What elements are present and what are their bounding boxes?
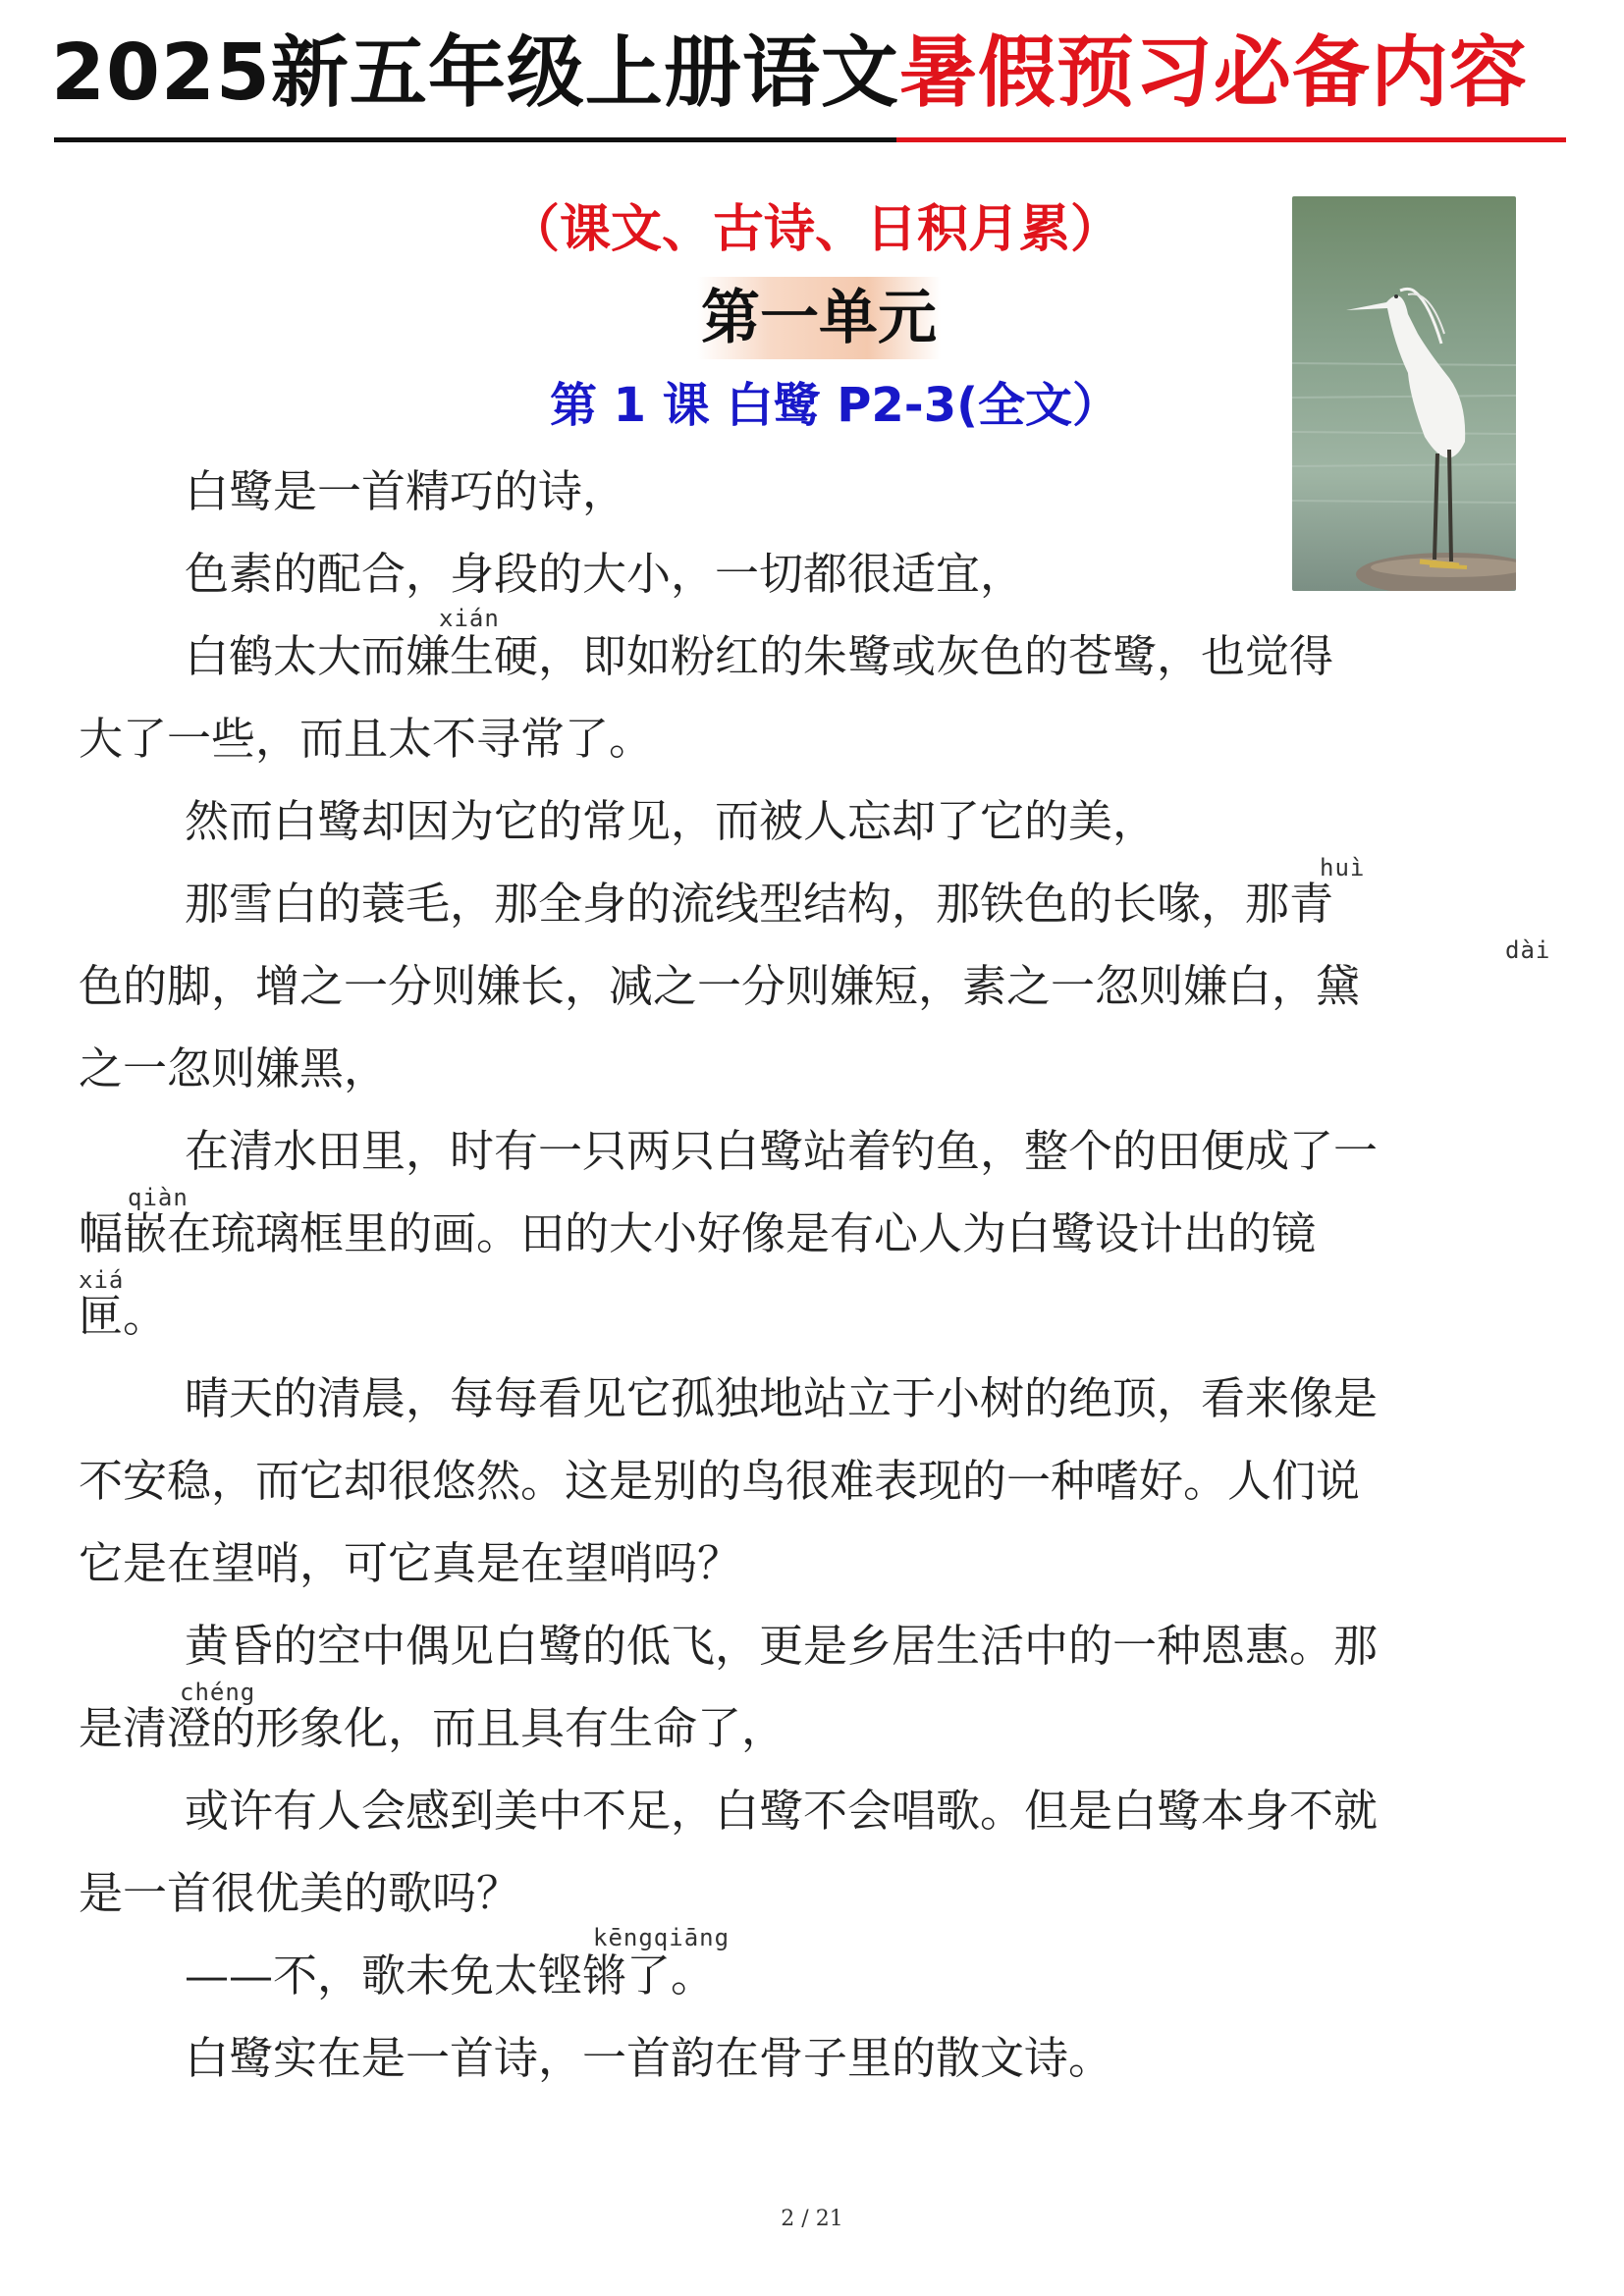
title-red-part: 暑假预习必备内容: [898, 27, 1528, 118]
pinyin-kengqiang: kēngqiāng: [593, 1924, 731, 1951]
text-line: ——不，歌未免太铿锵了。: [185, 1949, 716, 2002]
text-line: 幅嵌在琉璃框里的画。田的大小好像是有心人为白鹭设计出的镜: [79, 1207, 1317, 1259]
unit-title: 第一单元: [701, 284, 937, 352]
text-line: 色的脚，增之一分则嫌长，减之一分则嫌短，素之一忽则嫌白，黛: [79, 960, 1361, 1012]
text-line: 那雪白的蓑毛，那全身的流线型结构，那铁色的长喙，那青: [185, 878, 1334, 930]
title-underline-red: [896, 137, 1566, 142]
title-black-part: 2025新五年级上册语文: [51, 27, 899, 118]
document-title: [51, 14, 1583, 132]
pinyin-dai: dài: [1505, 936, 1551, 964]
text-line: 白鹭是一首精巧的诗，: [185, 465, 627, 517]
text-line: 不安稳，而它却很悠然。这是别的鸟很难表现的一种嗜好。人们说: [79, 1455, 1361, 1507]
text-line: 在清水田里，时有一只两只白鹭站着钓鱼，整个的田便成了一: [185, 1125, 1379, 1177]
text-line: 是一首很优美的歌吗？: [79, 1867, 521, 1919]
pinyin-qian: qiàn: [128, 1184, 189, 1211]
text-line: 晴天的清晨，每每看见它孤独地站立于小树的绝顶，看来像是: [185, 1372, 1379, 1424]
title-underline-black: [54, 137, 896, 142]
text-line: 色素的配合，身段的大小，一切都很适宜，: [185, 548, 1025, 600]
text-line: 黄昏的空中偶见白鹭的低飞，更是乡居生活中的一种恩惠。那: [185, 1620, 1379, 1672]
text-line: 白鹤太大而嫌生硬，即如粉红的朱鹭或灰色的苍鹭，也觉得: [185, 630, 1334, 682]
pinyin-hui: huì: [1320, 854, 1366, 881]
egret-photo: [1292, 196, 1516, 591]
page-number: 2 / 21: [781, 2207, 843, 2231]
text-line: 大了一些，而且太不寻常了。: [79, 713, 654, 765]
text-line: 之一忽则嫌黑，: [79, 1042, 389, 1095]
text-line: 是清澄的形象化，而且具有生命了，: [79, 1702, 786, 1754]
subtitle: （课文、古诗、日积月累）: [508, 200, 1121, 259]
text-line: 然而白鹭却因为它的常见，而被人忘却了它的美，: [185, 795, 1158, 847]
pinyin-cheng: chéng: [180, 1679, 256, 1706]
pinyin-xian: xián: [439, 605, 500, 632]
text-line: 它是在望哨，可它真是在望哨吗？: [79, 1537, 742, 1589]
lesson-title: 第 1 课 白鹭 P2-3(全文）: [549, 378, 1120, 433]
pinyin-xia: xiá: [79, 1266, 125, 1294]
text-line: 或许有人会感到美中不足，白鹭不会唱歌。但是白鹭本身不就: [185, 1785, 1379, 1837]
text-line: 匣。: [79, 1290, 168, 1342]
text-line: 白鹭实在是一首诗，一首韵在骨子里的散文诗。: [185, 2032, 1113, 2084]
